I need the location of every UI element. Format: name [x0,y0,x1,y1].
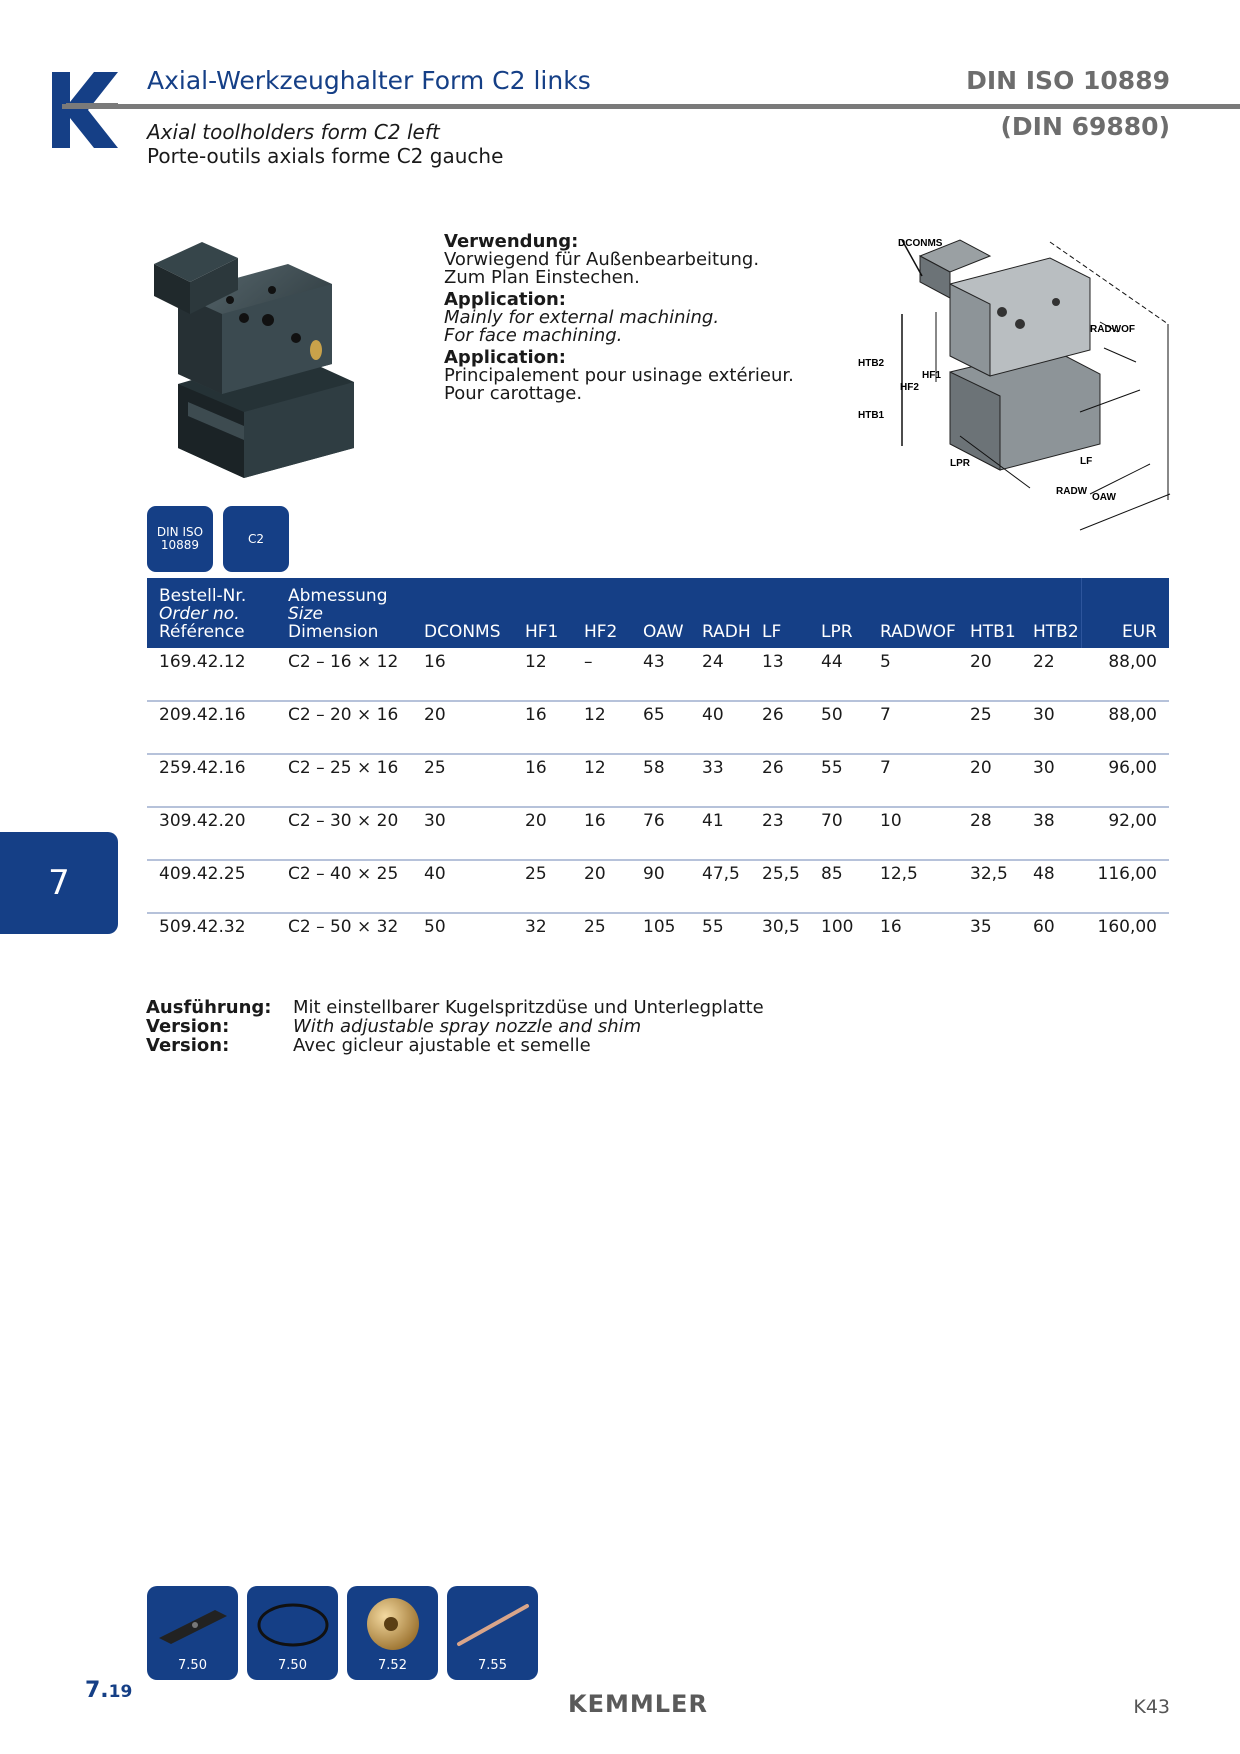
pipe-icon [453,1598,533,1650]
table-cell: 12 [525,652,547,672]
accessory-o-ring[interactable] [247,1586,338,1680]
col-radh: RADH [702,622,751,642]
din-iso-badge [147,506,213,572]
table-cell: 55 [702,917,724,937]
table-cell: 50 [424,917,446,937]
toolholder-photo [148,234,358,478]
text-line: Référence [159,622,245,642]
table-cell: 55 [821,758,843,778]
table-cell: 58 [643,758,665,778]
usage-heading-fr: Application: [444,347,567,368]
table-cell: 33 [702,758,724,778]
col-hf1: HF1 [525,622,559,642]
table-cell: 20 [584,864,606,884]
table-cell: 35 [970,917,992,937]
table-cell: 85 [821,864,843,884]
accessory-number: 7.50 [278,1658,307,1673]
table-cell: 26 [762,705,784,725]
table-cell: 10 [880,811,902,831]
table-cell: 88,00 [1108,705,1157,725]
table-cell: 309.42.20 [159,811,246,831]
table-cell: 12 [584,758,606,778]
table-cell: 76 [643,811,665,831]
text-line: Avec gicleur ajustable et semelle [293,1035,591,1056]
accessory-number: 7.52 [378,1658,407,1673]
text-line: Abmessung [288,586,388,606]
table-cell: 65 [643,705,665,725]
standard-label: DIN ISO 10889 [966,66,1170,95]
header-separator [1081,578,1082,648]
table-cell: 16 [525,705,547,725]
table-cell: 41 [702,811,724,831]
brand-logo-text: KEMMLER [568,1690,708,1718]
version-labels [146,998,272,1055]
page-title-fr: Porte-outils axials forme C2 gauche [147,144,504,168]
table-cell: 32 [525,917,547,937]
table-header [147,578,1169,648]
table-cell: 25 [970,705,992,725]
usage-text: Principalement pour usinage extérieur. [444,365,794,386]
col-htb1: HTB1 [970,622,1016,642]
table-cell: 40 [702,705,724,725]
table-row [147,649,1169,675]
chapter-tab[interactable]: 7 [0,832,118,934]
page-number [85,1678,132,1703]
diagram-label: OAW [1092,492,1116,503]
table-cell: C2 – 25 × 16 [288,758,399,778]
table-cell: C2 – 50 × 32 [288,917,399,937]
table-cell: 259.42.16 [159,758,246,778]
table-cell: 12,5 [880,864,918,884]
page-title-de: Axial-Werkzeughalter Form C2 links [147,66,591,95]
table-cell: 30 [424,811,446,831]
standard-alt-label: (DIN 69880) [1000,112,1170,141]
text-line: Order no. [159,604,240,624]
table-row [147,861,1169,887]
col-oaw: OAW [643,622,684,642]
table-cell: 25 [525,864,547,884]
diagram-label: DCONMS [898,238,943,249]
usage-section [444,233,794,407]
text-line: 19 [108,1682,133,1702]
text-line: Mit einstellbarer Kugelspritzdüse und Unterlegplatte [293,997,764,1018]
table-cell: 70 [821,811,843,831]
table-cell: 160,00 [1097,917,1157,937]
text-line: 7. [85,1678,109,1703]
table-cell: 96,00 [1108,758,1157,778]
table-cell: 116,00 [1097,864,1157,884]
table-cell: 13 [762,652,784,672]
table-cell: 22 [1033,652,1055,672]
table-cell: 20 [970,758,992,778]
table-cell: 169.42.12 [159,652,246,672]
table-cell: 32,5 [970,864,1008,884]
table-cell: 5 [880,652,891,672]
table-cell: 43 [643,652,665,672]
usage-text: Mainly for external machining. [444,307,720,328]
ball-nozzle-icon [361,1594,425,1654]
table-cell: 50 [821,705,843,725]
table-cell: C2 – 40 × 25 [288,864,399,884]
col-lpr: LPR [821,622,853,642]
table-row [147,808,1169,834]
table-row [147,755,1169,781]
table-cell: 509.42.32 [159,917,246,937]
table-cell: 88,00 [1108,652,1157,672]
text-line: Dimension [288,622,379,642]
col-order [159,587,246,641]
table-cell: 25 [424,758,446,778]
accessory-number: 7.55 [478,1658,507,1673]
table-cell: 409.42.25 [159,864,246,884]
page-title-en: Axial toolholders form C2 left [147,120,440,144]
table-cell: 92,00 [1108,811,1157,831]
diagram-label: HTB1 [858,410,885,421]
text-line: Version: [146,1016,230,1037]
col-hf2: HF2 [584,622,618,642]
table-cell: 20 [525,811,547,831]
text-line: With adjustable spray nozzle and shim [293,1016,642,1037]
table-cell: 44 [821,652,843,672]
badge-text: 10889 [160,538,200,552]
table-cell: 38 [1033,811,1055,831]
accessory-number: 7.50 [178,1658,207,1673]
table-cell: C2 – 20 × 16 [288,705,399,725]
usage-heading-de: Verwendung: [444,231,579,252]
diagram-label: LF [1080,456,1093,467]
table-cell: C2 – 16 × 12 [288,652,399,672]
usage-text: Zum Plan Einstechen. [444,267,640,288]
table-row [147,914,1169,940]
usage-text: For face machining. [444,325,623,346]
table-cell: 40 [424,864,446,884]
table-cell: 7 [880,705,891,725]
diagram-label: HF1 [922,370,941,381]
accessory-shim[interactable] [147,1586,238,1680]
dimension-drawing [850,232,1180,548]
table-cell: 30 [1033,705,1055,725]
usage-text: Vorwiegend für Außenbearbeitung. [444,249,760,270]
badge-text: DIN ISO [156,525,204,539]
table-cell: 105 [643,917,676,937]
usage-heading-en: Application: [444,289,567,310]
usage-text: Pour carottage. [444,383,583,404]
table-cell: 20 [424,705,446,725]
version-text [293,998,764,1055]
table-cell: 25,5 [762,864,800,884]
table-cell: 23 [762,811,784,831]
kemmler-k-logo [52,72,118,148]
col-size [288,587,388,641]
table-cell: 20 [970,652,992,672]
table-cell: 26 [762,758,784,778]
table-cell: 90 [643,864,665,884]
text-line: Bestell-Nr. [159,586,247,606]
col-lf: LF [762,622,782,642]
shim-icon [155,1600,231,1650]
col-eur: EUR [1122,622,1157,642]
col-dconms: DCONMS [424,622,501,642]
table-cell: 16 [525,758,547,778]
table-cell: 7 [880,758,891,778]
table-cell: 209.42.16 [159,705,246,725]
accessory-ball-nozzle[interactable] [347,1586,438,1680]
form-c2-badge [223,506,289,572]
diagram-label: HTB2 [858,358,885,369]
text-line: Version: [146,1035,230,1056]
diagram-label: LPR [950,458,970,469]
table-cell: 60 [1033,917,1055,937]
table-row [147,702,1169,728]
col-htb2: HTB2 [1033,622,1079,642]
table-cell: 47,5 [702,864,740,884]
header-rule [62,104,1240,109]
badge-text: C2 [247,531,264,546]
table-cell: 100 [821,917,854,937]
accessory-pipe[interactable] [447,1586,538,1680]
diagram-label: RADW [1056,486,1088,497]
table-cell: 24 [702,652,724,672]
table-cell: 28 [970,811,992,831]
table-cell: 30 [1033,758,1055,778]
catalog-code: K43 [1133,1696,1170,1718]
table-cell: 48 [1033,864,1055,884]
table-cell: – [584,652,593,672]
o-ring-icon [255,1598,331,1652]
text-line: Ausführung: [146,997,272,1018]
col-radwof: RADWOF [880,622,956,642]
table-cell: 25 [584,917,606,937]
table-cell: 16 [584,811,606,831]
diagram-label: RADWOF [1090,324,1135,335]
text-line: Size [288,604,323,624]
diagram-label: HF2 [900,382,919,393]
table-cell: 12 [584,705,606,725]
table-cell: C2 – 30 × 20 [288,811,399,831]
table-cell: 16 [424,652,446,672]
table-cell: 30,5 [762,917,800,937]
table-cell: 16 [880,917,902,937]
